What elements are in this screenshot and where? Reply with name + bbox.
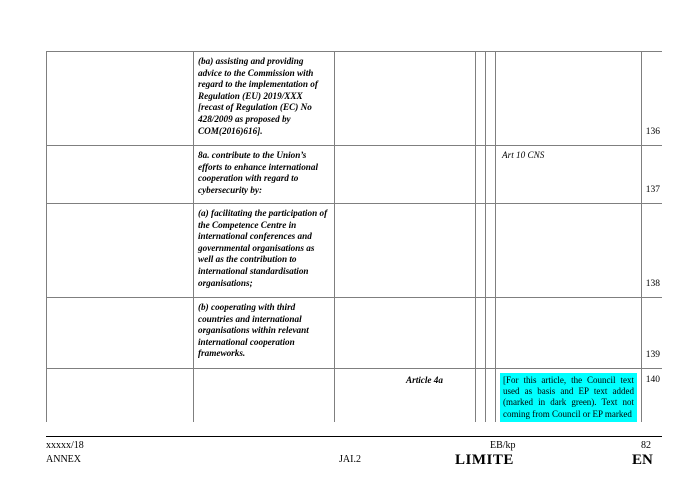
- col6-cell: [496, 52, 642, 146]
- col5-cell: [486, 146, 496, 204]
- row-number: 140: [642, 369, 663, 423]
- col4-cell: [476, 146, 486, 204]
- row-number: 139: [642, 298, 663, 369]
- col2-cell: (b) cooperating with third countries and international organisations within relevant international cooperation frameworks.: [194, 298, 335, 369]
- col2-cell: [194, 369, 335, 423]
- annex-label: ANNEX: [46, 454, 81, 465]
- col5-cell: [486, 204, 496, 298]
- footer-rule: [46, 436, 662, 437]
- language-code: EN: [632, 452, 653, 468]
- table-row: [47, 369, 663, 423]
- author-initials: EB/kp: [490, 440, 516, 451]
- page-number: 82: [641, 440, 651, 451]
- col1-cell: [47, 369, 194, 423]
- col6-cell: [496, 298, 642, 369]
- col5-cell: [486, 298, 496, 369]
- col3-cell: Article 4a: [335, 369, 476, 423]
- col3-cell: [335, 298, 476, 369]
- table-row: [47, 146, 663, 204]
- department-code: JAI.2: [339, 454, 361, 465]
- comparison-table: [46, 51, 662, 422]
- table-row: [47, 298, 663, 369]
- col2-cell: (a) facilitating the participation of the Competence Centre in international conferences and governmental organisations as well as the contribution to international standardisation organisations;: [194, 204, 335, 298]
- col5-cell: [486, 52, 496, 146]
- col4-cell: [476, 52, 486, 146]
- col1-cell: [47, 298, 194, 369]
- col3-cell: [335, 52, 476, 146]
- col4-cell: [476, 369, 486, 423]
- table-row: [47, 204, 663, 298]
- col5-cell: [486, 369, 496, 423]
- col1-cell: [47, 204, 194, 298]
- row-number: 137: [642, 146, 663, 204]
- col6-cell: Art 10 CNS: [496, 146, 642, 204]
- row-number: 138: [642, 204, 663, 298]
- col2-cell: 8a. contribute to the Union’s efforts to enhance international cooperation with regard to cybersecurity by:: [194, 146, 335, 204]
- doc-reference: xxxxx/18: [46, 440, 84, 451]
- row-number: 136: [642, 52, 663, 146]
- col4-cell: [476, 298, 486, 369]
- col4-cell: [476, 204, 486, 298]
- col3-cell: [335, 204, 476, 298]
- col1-cell: [47, 52, 194, 146]
- col6-cell: [496, 369, 642, 423]
- highlighted-text: [For this article, the Council text used as basis and EP text added (marked in dark green). Text not coming from Council or EP marked: [500, 373, 637, 422]
- classification-mark: LIMITE: [455, 452, 514, 468]
- col3-cell: [335, 146, 476, 204]
- col6-cell: [496, 204, 642, 298]
- col2-cell: (ba) assisting and providing advice to the Commission with regard to the implementation of Regulation (EU) 2019/XXX [recast of Regulation (EC) No 428/2009 as proposed by COM(2016)616].: [194, 52, 335, 146]
- col1-cell: [47, 146, 194, 204]
- table-row: [47, 52, 663, 146]
